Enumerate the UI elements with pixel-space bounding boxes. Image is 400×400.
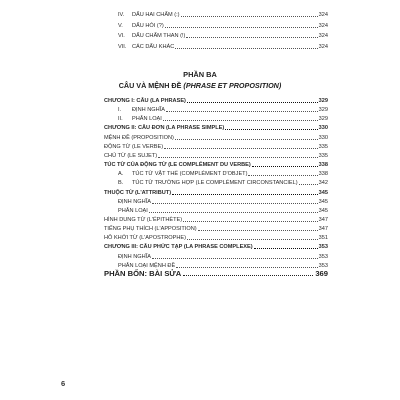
part-three-title-french: (PHRASE ET PROPOSITION) [183, 81, 282, 90]
leader-dots [187, 239, 318, 240]
leader-dots [183, 275, 313, 276]
toc-entry-page: 335 [318, 152, 328, 159]
toc-entry [104, 105, 328, 114]
leader-dots [186, 37, 317, 38]
toc-entry-page: 345 [318, 189, 328, 196]
toc-entry [104, 133, 328, 142]
toc-entry-number: I. [118, 107, 122, 114]
toc-part-four-page: 369 [315, 269, 328, 278]
toc-entry-page: 347 [318, 216, 328, 223]
toc-entry-label: DẤU HAI CHẤM (:) [132, 12, 180, 18]
part-three-title [0, 81, 400, 90]
toc-entry-page: 330 [318, 125, 328, 132]
toc-entry [104, 142, 328, 151]
toc-entry-page: 335 [318, 143, 328, 150]
toc-entry-label: ĐỊNH NGHĨA [132, 107, 165, 114]
toc-entry-label: THUỘC TỪ (L'ATTRIBUT) [104, 189, 172, 196]
toc-entry-page: 324 [318, 43, 328, 50]
leader-dots [163, 120, 318, 121]
toc-entry-label: PHÂN LOẠI MỆNH ĐỀ [118, 262, 176, 269]
toc-entry-label: TÚC TỪ CỦA ĐỘNG TỪ (LE COMPLÉMENT DU VERBE) [104, 162, 251, 169]
leader-dots [181, 16, 318, 17]
toc-entry-label: CHƯƠNG III: CÂU PHỨC TẠP (LA PHRASE COMPLEXE) [104, 244, 253, 251]
leader-dots [164, 148, 318, 149]
toc-entry [104, 151, 328, 160]
toc-entry-page: 345 [318, 198, 328, 205]
toc-entry-page: 329 [318, 107, 328, 114]
toc-entry-page: 338 [318, 162, 328, 169]
toc-entry [104, 178, 328, 187]
toc-entry [104, 261, 328, 270]
leader-dots [252, 166, 318, 167]
leader-dots [183, 221, 318, 222]
toc-entry-label: ĐỘNG TỪ (LE VERBE) [104, 143, 164, 150]
toc-entry-label: CHỦ TỪ (LE SUJET) [104, 152, 158, 159]
leader-dots [165, 27, 318, 28]
toc-entry-label: TÚC TỪ TRƯỜNG HỢP (LE COMPLÉMENT CIRCONSTANCIEL) [132, 180, 298, 187]
toc-entry-page: 353 [318, 262, 328, 269]
toc-entry-page: 345 [318, 207, 328, 214]
leader-dots [176, 267, 317, 268]
toc-entry [104, 31, 328, 40]
toc-entry-page: 351 [318, 235, 328, 242]
leader-dots [149, 212, 318, 213]
toc-entry-page: 324 [318, 12, 328, 18]
toc-entry [104, 10, 328, 19]
part-three-label: PHẦN BA [183, 70, 217, 79]
leader-dots [152, 258, 318, 259]
toc-entry [104, 96, 328, 105]
toc-entry-number: A. [118, 171, 124, 178]
toc-entry-label: CÁC DẤU KHÁC [132, 43, 175, 50]
toc-entry [104, 242, 328, 251]
toc-entry-label: TIẾNG PHỤ THÍCH (L'APPOSITION) [104, 226, 197, 233]
toc-entry [104, 233, 328, 242]
toc-entry-number: II. [118, 116, 123, 123]
toc-entry [104, 169, 328, 178]
toc-entry [104, 123, 328, 132]
toc-entry [104, 188, 328, 197]
part-three-title-main: CÂU VÀ MỆNH ĐỀ [118, 81, 182, 90]
toc-entry-number: VI. [118, 33, 125, 39]
toc-entry-page: 329 [318, 116, 328, 123]
toc-entry-label: CHƯƠNG I: CÂU (LA PHRASE) [104, 98, 186, 104]
toc-entry [104, 114, 328, 123]
toc-entry-number: V. [118, 22, 123, 29]
toc-entry-page: 353 [318, 253, 328, 260]
toc-entry [104, 42, 328, 51]
leader-dots [158, 157, 317, 158]
toc-entry-label: PHÂN LOẠI [118, 207, 148, 214]
toc-entry-label: DẤU HỎI (?) [132, 22, 164, 29]
leader-dots [198, 230, 318, 231]
toc-part-four-label: PHẦN BỐN: BÀI SỬA [104, 269, 182, 278]
toc-entry-label: ĐỊNH NGHĨA [118, 198, 151, 205]
toc-entry-page: 330 [318, 134, 328, 141]
toc-entry [104, 197, 328, 206]
toc-entry [104, 252, 328, 261]
toc-entry-label: HÌNH DUNG TỪ (L'ÉPITHÈTE) [104, 216, 183, 223]
toc-entry-page: 347 [318, 226, 328, 233]
toc-entry-page: 338 [318, 171, 328, 178]
toc-entry-page: 329 [318, 98, 328, 104]
leader-dots [248, 175, 317, 176]
leader-dots [172, 194, 318, 195]
toc-entry-label: PHÂN LOẠI [132, 116, 162, 123]
toc-entry-number: VII. [118, 43, 127, 50]
leader-dots [187, 102, 318, 103]
toc-entry-label: HÔ KHỞI TỪ (L'APOSTROPHE) [104, 235, 187, 242]
toc-entry-page: 324 [318, 33, 328, 39]
page-number: 6 [61, 379, 66, 388]
toc-entry-number: B. [118, 180, 124, 187]
toc-entry-label: TÚC TỪ VẬT THỂ (COMPLÉMENT D'OBJET) [132, 171, 248, 178]
leader-dots [175, 139, 318, 140]
toc-entry-label: CHƯƠNG II: CÂU ĐƠN (LA PHRASE SIMPLE) [104, 125, 225, 132]
leader-dots [152, 203, 318, 204]
toc-entry-number: IV. [118, 12, 125, 18]
toc-entry-label: ĐỊNH NGHĨA [118, 253, 151, 260]
toc-entry-page: 353 [318, 244, 328, 251]
toc-entry-page: 342 [318, 180, 328, 187]
leader-dots [254, 248, 318, 249]
toc-entry [104, 206, 328, 215]
toc-entry-page: 324 [318, 22, 328, 29]
toc-entry [104, 21, 328, 30]
toc-entry-label: DẤU CHẤM THAN (!) [132, 33, 186, 39]
leader-dots [175, 48, 317, 49]
leader-dots [299, 184, 318, 185]
leader-dots [166, 111, 318, 112]
toc-entry [104, 160, 328, 169]
toc-entry [104, 224, 328, 233]
leader-dots [225, 129, 317, 130]
toc-entry [104, 215, 328, 224]
toc-entry-label: MỆNH ĐỀ (PROPOSITION) [104, 134, 174, 141]
